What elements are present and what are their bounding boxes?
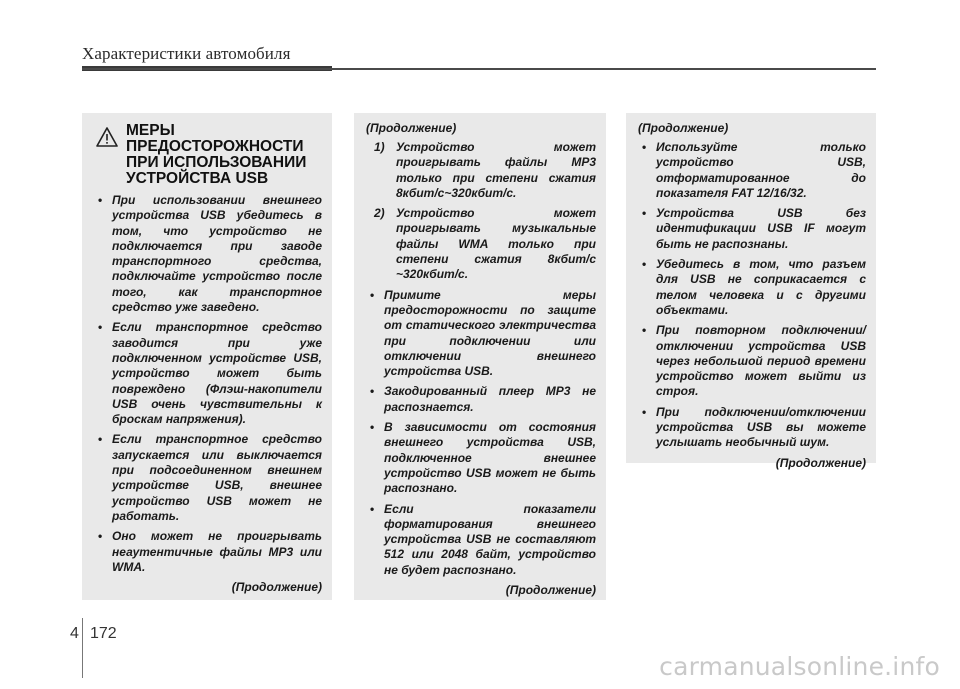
list-item: • Используйте только устройство USB, отформатированное до показателя FAT 12/16/32. <box>638 140 866 201</box>
list-item: • Если транспортное средство запускается или выключается при подсоединенном внешнем устройстве USB, внешнее устройство USB может не работать. <box>94 432 322 524</box>
page-header-title: Характеристики автомобиля <box>82 44 291 63</box>
footer-divider <box>82 618 83 678</box>
list-item: • При использовании внешнего устройства USB убедитесь в том, что устройство не подключается при заводе транспортного средства, подключайте устройство после того, как транспортное средство уже заведено. <box>94 193 322 315</box>
list-item: • Убедитесь в том, что разъем для USB не соприкасается с телом человека и с другими объектами. <box>638 257 866 318</box>
col1-bullet-list <box>94 193 322 575</box>
warning-header <box>94 123 322 187</box>
usb-notes-panel-3 <box>626 113 876 470</box>
list-item: • Оно может не проигрывать неаутентичные файлы MP3 или WMA. <box>94 529 322 575</box>
list-item: • Если показатели форматирования внешнего устройства USB не составляют 512 или 2048 байт, устройство не будет распознано. <box>366 502 596 578</box>
list-item: • Устройства USB без идентификации USB IF могут быть не распознаны. <box>638 206 866 252</box>
warning-title: МЕРЫ ПРЕДОСТОРОЖНОСТИ ПРИ ИСПОЛЬЗОВАНИИ УСТРОЙСТВА USB <box>126 122 307 187</box>
col3-bullet-list <box>638 140 866 451</box>
numbered-item <box>366 140 596 201</box>
continued-top-label: (Продолжение) <box>638 121 729 135</box>
list-item: • В зависимости от состояния внешнего устройства USB, подключенное внешнее устройство USB может не быть распознано. <box>366 420 596 496</box>
col2-bullet-list <box>366 288 596 578</box>
list-item: • Закодированный плеер MP3 не распознается. <box>366 384 596 415</box>
usb-notes-panel-2 <box>354 113 606 600</box>
continued-label: (Продолжение) <box>505 583 596 598</box>
item-number: 2) <box>374 206 385 221</box>
numbered-sub-list <box>366 140 596 283</box>
watermark-text: carmanualsonline.info <box>659 652 940 681</box>
page-number: 172 <box>90 625 117 642</box>
list-item: • Примите меры предосторожности по защите от статического электричества при подключении или отключении внешнего устройства USB. <box>366 288 596 380</box>
warning-triangle-icon <box>96 127 118 147</box>
numbered-item <box>366 206 596 282</box>
chapter-number: 4 <box>70 625 79 642</box>
item-text: Устройство может проигрывать файлы MP3 только при степени сжатия 8кбит/с~320кбит/с. <box>396 140 596 200</box>
continued-label: (Продолжение) <box>231 580 322 595</box>
item-number: 1) <box>374 140 385 154</box>
list-item: • При подключении/отключении устройства USB вы можете услышать необычный шум. <box>638 405 866 451</box>
list-item: • Если транспортное средство заводится при уже подключенном устройстве USB, устройство может быть повреждено (Флэш-накопители USB очень чувствительны к броскам напряжения). <box>94 320 322 427</box>
warning-panel-usb <box>82 113 332 600</box>
continued-top-label: (Продолжение) <box>366 121 457 135</box>
list-item: • При повторном подключении/ отключении устройства USB через небольшой период времени устройство может выйти из строя. <box>638 323 866 399</box>
continued-label: (Продолжение) <box>775 455 866 470</box>
header-divider <box>82 68 876 70</box>
item-text: Устройство может проигрывать музыкальные файлы WMA только при степени сжатия 8кбит/с ~320кбит/с. <box>396 206 596 282</box>
